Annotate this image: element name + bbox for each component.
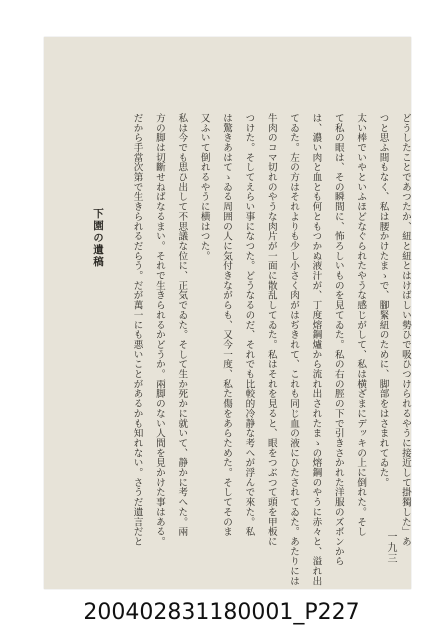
image-caption: 200402831180001_P227 xyxy=(83,600,360,625)
text-column: だから手當次第で生きられるだらう。だが萬一にも悪いことがあるかも知れない。さうだ遺言だと xyxy=(131,113,143,547)
scanned-page xyxy=(44,37,411,589)
text-column: 牛肉のコマ切れのやうな肉片が一面に散乱してゐた。私はそれを見ると、眼をつぶつて頭を甲板に xyxy=(265,113,277,547)
text-column: て私の眼は、その瞬間に、怖ろしいものを見てゐた。私の右の脛の下で引きさかれた洋服のズボンから xyxy=(332,113,344,567)
running-header: 下園の遺稿 xyxy=(92,208,104,268)
text-column: 方の脚は切斷せねばなるまい。それで生きられるかどうか。兩脚のない人間を見かけた事はある。 xyxy=(153,113,165,547)
text-column: てゐた。左の方はそれよりも少し小さく肉がはぢきれて、これも同じ血の液にひたされてゐた。あたりには xyxy=(288,113,300,586)
text-column: どうしたことであつたか、紐と紐とはけばしい勢ひで吸ひつけられるやうに接近して掛獨した」あ xyxy=(399,113,411,547)
text-column: つけた。そしてえらい事になつた。どうなるのだ、それでも比較的冷静な考へが浮んで來た。私 xyxy=(243,113,255,537)
text-column: は、濃い肉と血とも何ともつかぬ液汁が、丁度熔鋼爐から流れ出されたまゝの熔鋼のやうに赤々と、溢れ出 xyxy=(310,113,322,586)
page-number: 一九三 xyxy=(385,531,396,564)
text-column: 又ふいて倒れるやうに横はつた。 xyxy=(198,113,210,261)
body-text xyxy=(131,113,411,586)
text-column: 私は今でも思ひ出して不思議な位に、正気でゐた。そして生か死かに就いて、静かに考へた。兩 xyxy=(176,113,188,537)
text-column: つと思ふ間もなく、私は腰かけたまゝで、腳緊紐のために、脚部をはさまれてゐた。 xyxy=(377,113,389,488)
text-column: 太い棒でいやといふほどなぐられたやうな感じがして、私は横ざまにデッキの上に倒れた。そし xyxy=(355,113,367,537)
text-column: は驚きあはてゝゐる周囲の人に気付きながらも、又今一度、私た傷をあらためた。そしてそのま xyxy=(221,113,233,537)
